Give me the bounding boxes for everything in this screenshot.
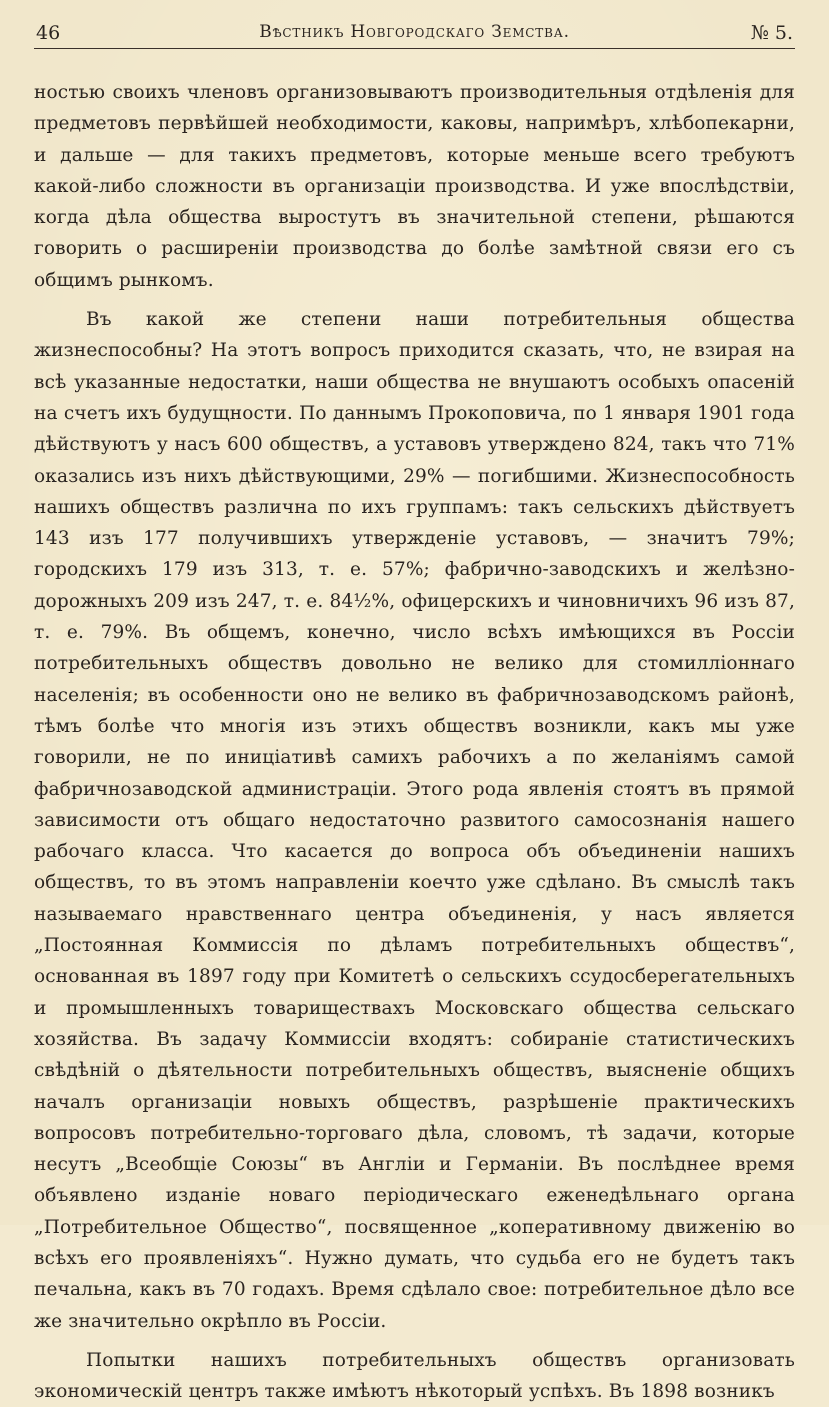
paragraph-continued: ностью своихъ членовъ организовываютъ производительныя отдѣленія для предметовъ первѣйшей необходимости, каковы, напримѣръ, хлѣбопекарни, и дальше — для такихъ предметовъ, которые меньше всего требуютъ какой-либо сложности въ организаціи производства. И уже впослѣдствіи, когда дѣла общества выростутъ въ значительной степени, рѣшаются говорить о расширеніи производства до болѣе замѣтной связи его съ общимъ рынкомъ. bbox=[34, 82, 795, 291]
issue-number: № 5. bbox=[750, 22, 793, 44]
journal-title: Вѣстникъ Новгородскаго Земства. bbox=[259, 22, 570, 42]
paragraph-viability: Въ какой же степени наши потребительныя общества жизнеспособны? На этотъ вопросъ приходится сказать, что, не взирая на всѣ указанные недостатки, наши общества не внушаютъ особыхъ опасеній на счетъ ихъ будущности. По даннымъ Прокоповича, по 1 января 1901 года дѣйствуютъ у насъ 600 обществъ, а уставовъ утверждено 824, такъ что 71% оказались изъ нихъ дѣйствующими, 29% — погибшими. Жизнеспособность нашихъ обществъ различна по ихъ группамъ: такъ сельскихъ дѣйствуетъ 143 изъ 177 получившихъ утвержденіе уставовъ, — значитъ 79%; городскихъ 179 изъ 313, т. е. 57%; фабрично-заводскихъ и желѣзно-дорожныхъ 209 изъ 247, т. е. 84½%, офицерскихъ и чиновничихъ 96 изъ 87, т. е. 79%. Въ общемъ, конечно, число всѣхъ имѣющихся въ Россіи потребительныхъ обществъ довольно не велико для стомилліоннаго населенія; въ особенности оно не велико въ фабричнозаводскомъ районѣ, тѣмъ болѣе что многія изъ этихъ обществъ возникли, какъ мы уже говорили, не по иниціативѣ самихъ рабочихъ а по желаніямъ самой фабричнозаводской администраціи. Этого рода явленія стоятъ въ прямой зависимости отъ общаго недостаточно развитого самосознанія нашего рабочаго класса. Что касается до вопроса объ объединеніи нашихъ обществъ, то въ этомъ направленіи коечто уже сдѣлано. Въ смыслѣ такъ называемаго нравственнаго центра объединенія, у насъ является „Постоянная Коммиссія по дѣламъ потребительныхъ обществъ“, основанная въ 1897 году при Комитетѣ о сельскихъ ссудосберегательныхъ и промышленныхъ товариществахъ Московскаго общества сельскаго хозяйства. Въ задачу Коммиссіи входятъ: собираніе статистическихъ свѣдѣній о дѣятельности потребительныхъ обществъ, выясненіе общихъ началъ организаціи новыхъ обществъ, разрѣшеніе практическихъ вопросовъ потребительно-торговаго дѣла, словомъ, тѣ задачи, которые несутъ „Всеобщіе Союзы“ въ Англіи и Германіи. Въ послѣднее время объявлено изданіе новаго періодическаго еженедѣльнаго органа „Потребительное Общество“, посвященное „коперативному движенію во всѣхъ его проявленіяхъ“. Нужно думать, что судьба его не будетъ такъ печальна, какъ въ 70 годахъ. Время сдѣлало свое: потребительное дѣло все же значительно окрѣпло въ Россіи. bbox=[34, 309, 795, 1332]
article-body bbox=[34, 77, 795, 1407]
page-number: 46 bbox=[36, 22, 61, 44]
running-header bbox=[34, 18, 795, 49]
paragraph-economic-center: Попытки нашихъ потребительныхъ обществъ организовать экономическій центръ также имѣютъ нѣкоторый успѣхъ. Въ 1898 возникъ bbox=[34, 1349, 795, 1403]
